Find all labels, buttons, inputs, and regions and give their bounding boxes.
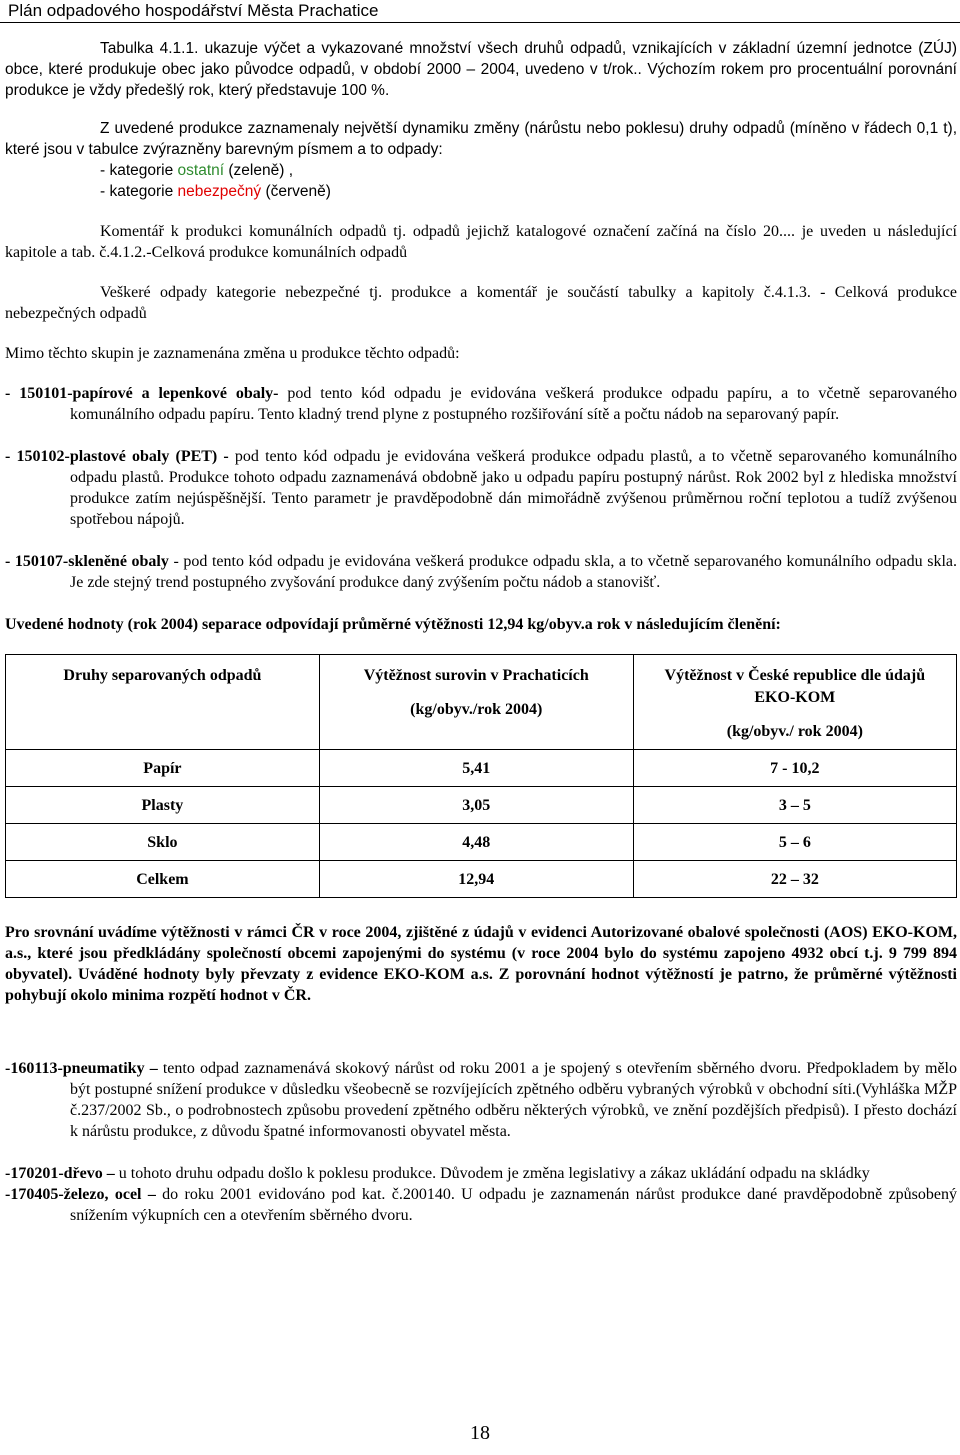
category-item-ostatni xyxy=(100,160,957,181)
category-item-nebezpecny xyxy=(100,181,957,202)
item-160113 xyxy=(5,1058,957,1142)
header-label: Druhy separovaných odpadů xyxy=(63,667,262,684)
comment-hazardous: Veškeré odpady kategorie nebezpečné tj. produkce a komentář je součástí tabulky a kapitoly č.4.1.3. - Celková produkce nebezpečných odpadů xyxy=(5,284,957,322)
cell-type: Plasty xyxy=(6,787,320,824)
table-row xyxy=(6,824,957,861)
item-150107 xyxy=(5,551,957,593)
page-number: 18 xyxy=(470,1422,490,1444)
header-prachatice-yield xyxy=(319,655,633,750)
cell-prachatice: 12,94 xyxy=(319,861,633,898)
item-code: - 150101-papírové a lepenkové obaly- xyxy=(5,385,279,402)
table-row xyxy=(6,750,957,787)
cell-prachatice: 3,05 xyxy=(319,787,633,824)
header-divider xyxy=(0,22,960,23)
item-170405 xyxy=(5,1184,957,1226)
header-waste-type xyxy=(6,655,320,750)
comparison-paragraph: Pro srovnání uvádíme výtěžnosti v rámci ČR v roce 2004, zjištěné z údajů v evidenci Autorizované obalové společnosti (AOS) EKO-KOM, a.s., které jsou předkládány společností obcemi zapojenými do systému (v roce 2004 bylo do systému zapojeno 4932 obcí t.j. 9 799 894 obyvatel). Uváděné hodnoty byly převzaty z evidence EKO-KOM a.s. Z porovnání hodnot výtěžností je patrno, že průměrné výtěžnosti pohybují okolo minima rozpětí hodnot v ČR. xyxy=(5,924,957,1004)
category-prefix: - kategorie xyxy=(100,183,178,200)
item-text: pod tento kód odpadu je evidována veškerá produkce odpadu papíru, a to včetně separovaného komunálního odpadu papíru. Tento kladný trend plyne z postupného rozšiřování sítě a počtu nádob na separovaný papír. xyxy=(70,385,957,423)
item-text: do roku 2001 evidováno pod kat. č.200140. U odpadu je zaznamenán nárůst produkce dané pravděpodobně způsobený snížením výkupních cen a otevřením sběrného dvoru. xyxy=(70,1186,958,1224)
cell-type: Sklo xyxy=(6,824,320,861)
cell-type: Celkem xyxy=(6,861,320,898)
cell-prachatice: 4,48 xyxy=(319,824,633,861)
item-text: pod tento kód odpadu je evidována veškerá produkce odpadu plastů, a to včetně separovaného komunálního odpadu plastů. Produkce tohoto odpadu zaznamenává obdobně jako u odpadu papíru postupný nárůst. Rok 2002 byl z hlediska množství produkce zatím nejúspěšnější. Tento parametr je pravděpodobně dán mimořádně zvýšenou průměrnou roční teplotou a tudíž zvýšenou spotřebou nápojů. xyxy=(70,448,958,528)
change-intro: Mimo těchto skupin je zaznamenána změna u produkce těchto odpadů: xyxy=(5,345,460,362)
cell-cr: 3 – 5 xyxy=(633,787,956,824)
item-text: u tohoto druhu odpadu došlo k poklesu produkce. Důvodem je změna legislativy a zákaz ukládání odpadu na skládky xyxy=(114,1165,870,1182)
item-code: - 150107-skleněné obaly xyxy=(5,553,169,570)
table-header-row xyxy=(6,655,957,750)
category-ostatni-label: ostatní xyxy=(177,162,225,179)
cell-cr: 5 – 6 xyxy=(633,824,956,861)
header-cr-yield xyxy=(633,655,956,750)
header-unit: (kg/obyv./ rok 2004) xyxy=(726,723,863,740)
document-body xyxy=(5,38,957,1226)
item-code: -160113-pneumatiky – xyxy=(5,1060,158,1077)
item-text: - pod tento kód odpadu je evidována veškerá produkce odpadu skla, a to včetně separovaného komunálního odpadu skla. Je zde stejný trend postupného zvyšování produkce daný zvýšením počtu nádob a stanovišť. xyxy=(70,553,958,591)
item-150102 xyxy=(5,446,957,530)
item-code: -170405-železo, ocel – xyxy=(5,1186,156,1203)
item-code: - 150102-plastové obaly (PET) - xyxy=(5,448,229,465)
header-title: Plán odpadového hospodářství Města Prachatice xyxy=(8,1,379,20)
header-label: Výtěžnost v České republice dle údajů EKO-KOM xyxy=(664,667,926,706)
category-prefix: - kategorie xyxy=(100,162,178,179)
header-label: Výtěžnost surovin v Prachaticích xyxy=(363,667,589,684)
table-row xyxy=(6,787,957,824)
item-code: -170201-dřevo – xyxy=(5,1165,115,1182)
cell-prachatice: 5,41 xyxy=(319,750,633,787)
yield-table xyxy=(5,654,957,898)
running-header xyxy=(0,0,960,22)
item-150101 xyxy=(5,383,957,425)
cell-cr: 7 - 10,2 xyxy=(633,750,956,787)
cell-cr: 22 – 32 xyxy=(633,861,956,898)
category-list xyxy=(5,160,957,202)
intro-paragraph-1: Tabulka 4.1.1. ukazuje výčet a vykazované množství všech druhů odpadů, vznikajících v základní územní jednotce (ZÚJ) obce, které produkuje obec jako původce odpadů, v období 2000 – 2004, uvedeno v t/rok.. Výchozím rokem pro procentuální porovnání produkce je vždy předešlý rok, který představuje 100 %. xyxy=(5,40,957,99)
item-170201 xyxy=(5,1163,957,1184)
item-text: tento odpad zaznamenává skokový nárůst od roku 2001 a je spojený s otevřením sběrného dvoru. Předpokladem by mělo být postupné snížení produkce v důsledku všeobecně se rozvíjejících zpětného odběru vybraných výrobků v obchodní síti.(Vyhláška MŽP č.237/2002 Sb., o podrobnostech způsobu provedení zpětného odběru některých výrobků, ve znění pozdějších předpisů). I přesto dochází k nárůstu produkce, z důvodu špatné informovanosti obyvatel města. xyxy=(70,1060,957,1140)
category-suffix: (zeleně) , xyxy=(224,162,293,179)
table-row xyxy=(6,861,957,898)
intro-paragraph-2: Z uvedené produkce zaznamenaly největší dynamiku změny (nárůstu nebo poklesu) druhy odpadů (míněno v řádech 0,1 t), které jsou v tabulce zvýrazněny barevným písmem a to odpady: xyxy=(5,120,957,158)
category-nebezpecny-label: nebezpečný xyxy=(177,183,262,200)
cell-type: Papír xyxy=(6,750,320,787)
category-suffix: (červeně) xyxy=(261,183,331,200)
summary-heading: Uvedené hodnoty (rok 2004) separace odpovídají průměrné výtěžnosti 12,94 kg/obyv.a rok v následujícím členění: xyxy=(5,616,781,633)
comment-municipal: Komentář k produkci komunálních odpadů tj. odpadů jejichž katalogové označení začíná na číslo 20.... je uveden u následující kapitole a tab. č.4.1.2.-Celková produkce komunálních odpadů xyxy=(5,223,957,261)
header-unit: (kg/obyv./rok 2004) xyxy=(410,701,543,718)
